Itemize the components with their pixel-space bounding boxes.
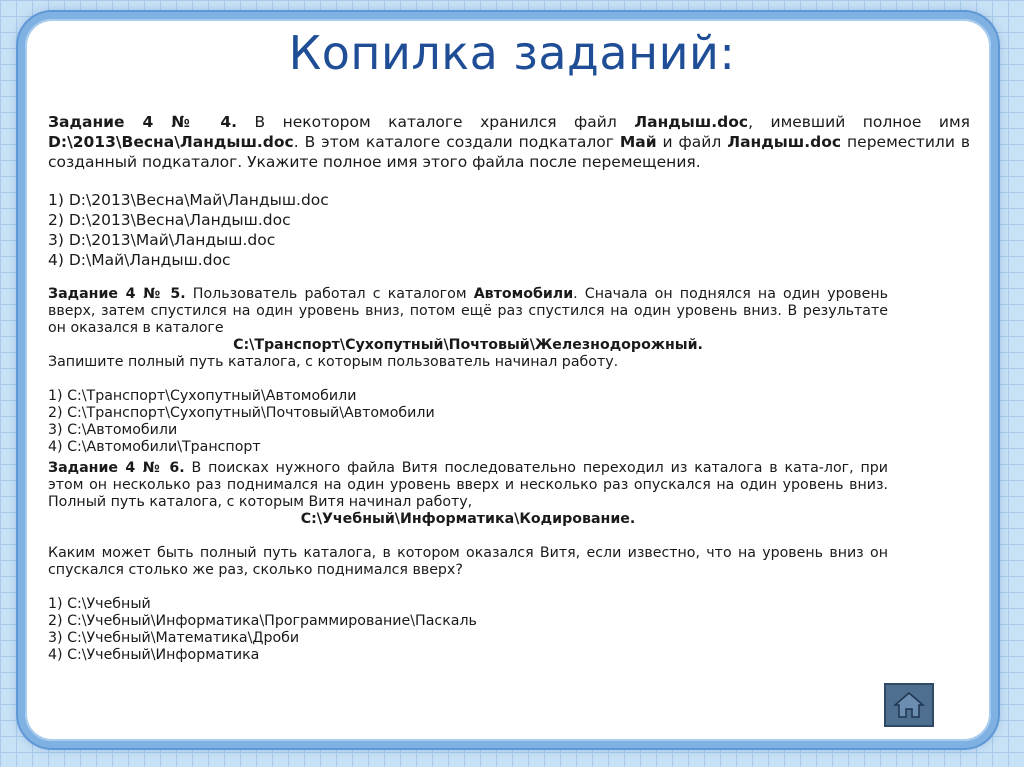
home-icon: [893, 690, 925, 720]
task-5-answer-1: 1) C:\Транспорт\Сухопутный\Автомобили: [48, 388, 357, 404]
task-5-text-b: . Сначала он поднялся на один уровень вверх, затем спустился на один уровень вниз, потом ещё раз спустился на один уровень вниз. В результате он оказался в каталоге: [48, 286, 888, 336]
task-6-answer-3: 3) C:\Учебный\Математика\Дроби: [48, 630, 300, 646]
task-4-answers: [48, 190, 970, 270]
task-5-text: [48, 286, 888, 337]
task-4-answer-4: 4) D:\Май\Ландыш.doc: [48, 251, 231, 269]
task-4-file-name-2: Ландыш.doc: [727, 133, 842, 151]
task-4-text-e: переместили в созданный подкаталог. Укажите полное имя этого файла после перемещения.: [48, 133, 970, 171]
slide-content: [48, 112, 970, 664]
task-4-text-a: В некотором каталоге хранился файл: [237, 113, 635, 131]
task-4-answer-3: 3) D:\2013\Май\Ландыш.doc: [48, 231, 276, 249]
task-5-answer-3: 3) C:\Автомобили: [48, 422, 178, 438]
home-button[interactable]: [884, 683, 934, 727]
task-5-text-a: Пользователь работал с каталогом: [185, 286, 474, 302]
task-6-answer-2: 2) C:\Учебный\Информатика\Программирование\Паскаль: [48, 613, 477, 629]
task-6-question: Каким может быть полный путь каталога, в котором оказался Витя, если известно, что на уровень вниз он спускался столько же раз, сколько поднимался вверх?: [48, 545, 888, 578]
task-4-subdir: Май: [619, 133, 657, 151]
task-5-answer-4: 4) C:\Автомобили\Транспорт: [48, 439, 261, 455]
task-6-block: [48, 460, 888, 664]
task-6-answer-1: 1) C:\Учебный: [48, 596, 151, 612]
task-4-text-b: , имевший полное имя: [748, 113, 970, 131]
task-4-text: [48, 112, 970, 172]
task-4-answer-1: 1) D:\2013\Весна\Май\Ландыш.doc: [48, 191, 329, 209]
task-5-answer-2: 2) C:\Транспорт\Сухопутный\Почтовый\Автомобили: [48, 405, 435, 421]
task-5-path: C:\Транспорт\Сухопутный\Почтовый\Железнодорожный: [233, 337, 698, 353]
task-5-block: [48, 286, 888, 456]
task-4-full-path: D:\2013\Весна\Ландыш.doc: [48, 133, 294, 151]
task-6-text-a: В поисках нужного файла Витя последовательно переходил из каталога в ката-лог, при этом он несколько раз поднимался на один уровень вверх и несколько раз опускался на один уровень вниз. Полный путь каталога, с которым Витя начинал работу,: [48, 460, 888, 510]
task-5-path-line: C:\Транспорт\Сухопутный\Почтовый\Железнодорожный.: [233, 337, 703, 353]
task-5-question: Запишите полный путь каталога, с которым пользователь начинал работу.: [48, 354, 619, 370]
task-6-label: Задание 4 № 6.: [48, 460, 185, 476]
task-6-path-line: C:\Учебный\Информатика\Кодирование.: [300, 511, 636, 527]
task-4-text-c: . В этом каталоге создали подкаталог: [293, 133, 620, 151]
task-6-answer-4: 4) C:\Учебный\Информатика: [48, 647, 260, 663]
task-4-file-name: Ландыш.doc: [634, 113, 749, 131]
task-4-answer-2: 2) D:\2013\Весна\Ландыш.doc: [48, 211, 291, 229]
task-5-dir: Автомобили: [473, 286, 574, 302]
task-4-block: [48, 112, 970, 172]
task-6-text: [48, 460, 888, 511]
task-4-label: Задание 4 № 4.: [48, 113, 238, 131]
slide-title: Копилка заданий:: [288, 26, 736, 80]
task-4-text-d: и файл: [656, 133, 728, 151]
task-5-label: Задание 4 № 5.: [48, 286, 186, 302]
task-6-path: C:\Учебный\Информатика\Кодирование: [300, 511, 630, 527]
